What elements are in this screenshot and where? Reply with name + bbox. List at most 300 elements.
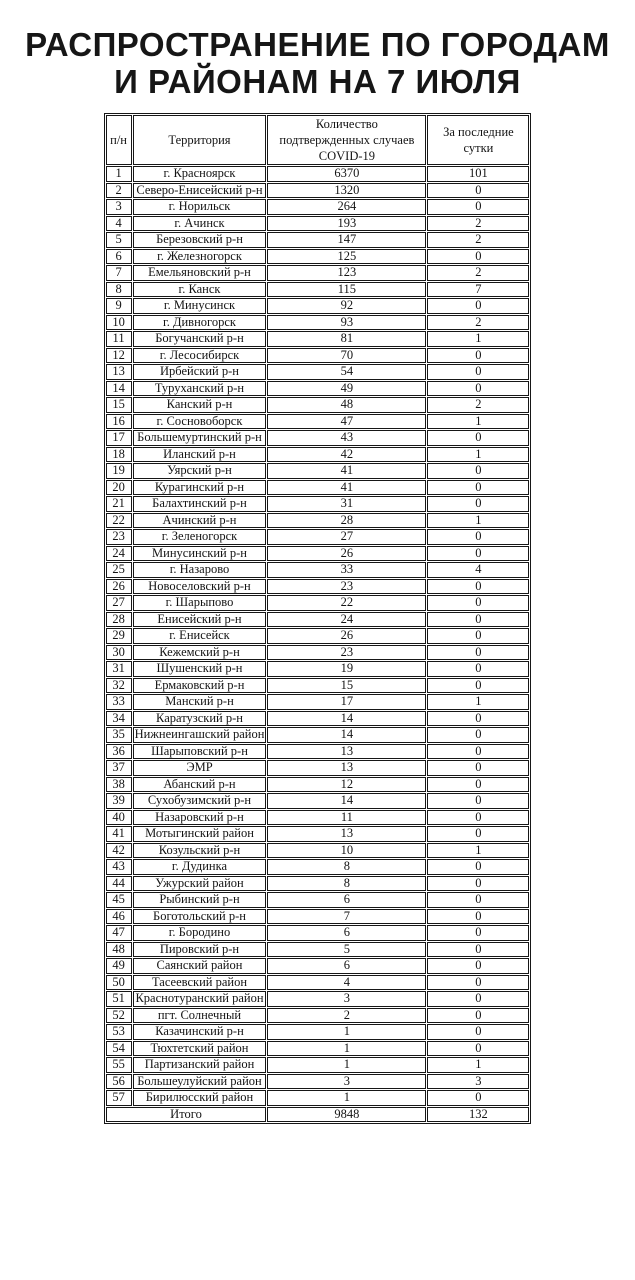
last-day-cell: 0 — [427, 1090, 529, 1106]
territory-cell: г. Минусинск — [133, 298, 267, 314]
last-day-cell: 0 — [427, 364, 529, 380]
territory-cell: Минусинский р-н — [133, 546, 267, 562]
cases-cell: 6 — [267, 892, 426, 908]
last-day-cell: 0 — [427, 892, 529, 908]
territory-cell: Манский р-н — [133, 694, 267, 710]
last-day-cell: 0 — [427, 975, 529, 991]
territory-cell: г. Лесосибирск — [133, 348, 267, 364]
table-row — [106, 744, 530, 760]
table-row — [106, 447, 530, 463]
cases-cell: 48 — [267, 397, 426, 413]
territory-cell: Березовский р-н — [133, 232, 267, 248]
cases-cell: 13 — [267, 760, 426, 776]
cases-cell: 1 — [267, 1041, 426, 1057]
row-number-cell: 32 — [106, 678, 132, 694]
table-row — [106, 859, 530, 875]
last-day-cell: 1 — [427, 1057, 529, 1073]
last-day-cell: 1 — [427, 414, 529, 430]
table-row — [106, 628, 530, 644]
table-row — [106, 678, 530, 694]
row-number-cell: 40 — [106, 810, 132, 826]
table-row — [106, 760, 530, 776]
last-day-cell: 1 — [427, 843, 529, 859]
table-body — [106, 166, 530, 1106]
cases-cell: 14 — [267, 793, 426, 809]
header-confirmed-cases: Количество подтвержденных случаев COVID-19 — [267, 115, 426, 165]
last-day-cell: 0 — [427, 958, 529, 974]
last-day-cell: 0 — [427, 777, 529, 793]
territory-cell: г. Дудинка — [133, 859, 267, 875]
territory-cell: Курагинский р-н — [133, 480, 267, 496]
table-row — [106, 166, 530, 182]
last-day-cell: 0 — [427, 348, 529, 364]
table-row — [106, 612, 530, 628]
cases-cell: 17 — [267, 694, 426, 710]
row-number-cell: 2 — [106, 183, 132, 199]
territory-cell: Северо-Енисейский р-н — [133, 183, 267, 199]
header-last-day: За последние сутки — [427, 115, 529, 165]
cases-cell: 115 — [267, 282, 426, 298]
cases-cell: 81 — [267, 331, 426, 347]
cases-cell: 5 — [267, 942, 426, 958]
territory-cell: г. Шарыпово — [133, 595, 267, 611]
table-row — [106, 876, 530, 892]
cases-cell: 41 — [267, 463, 426, 479]
table-header-row — [106, 115, 530, 165]
last-day-cell: 2 — [427, 216, 529, 232]
cases-cell: 10 — [267, 843, 426, 859]
row-number-cell: 17 — [106, 430, 132, 446]
cases-cell: 14 — [267, 711, 426, 727]
last-day-cell: 0 — [427, 678, 529, 694]
cases-cell: 8 — [267, 859, 426, 875]
row-number-cell: 9 — [106, 298, 132, 314]
row-number-cell: 12 — [106, 348, 132, 364]
last-day-cell: 0 — [427, 1024, 529, 1040]
last-day-cell: 0 — [427, 991, 529, 1007]
cases-cell: 6 — [267, 958, 426, 974]
territory-cell: Ужурский район — [133, 876, 267, 892]
last-day-cell: 1 — [427, 447, 529, 463]
last-day-cell: 0 — [427, 298, 529, 314]
cases-cell: 1 — [267, 1024, 426, 1040]
table-row — [106, 975, 530, 991]
table-row — [106, 562, 530, 578]
table-row — [106, 711, 530, 727]
last-day-cell: 1 — [427, 694, 529, 710]
territory-cell: Пировский р-н — [133, 942, 267, 958]
row-number-cell: 44 — [106, 876, 132, 892]
territory-cell: Богучанский р-н — [133, 331, 267, 347]
cases-cell: 1320 — [267, 183, 426, 199]
cases-cell: 31 — [267, 496, 426, 512]
row-number-cell: 43 — [106, 859, 132, 875]
row-number-cell: 14 — [106, 381, 132, 397]
territory-cell: Козульский р-н — [133, 843, 267, 859]
territory-cell: Мотыгинский район — [133, 826, 267, 842]
last-day-cell: 0 — [427, 529, 529, 545]
cases-cell: 1 — [267, 1090, 426, 1106]
table-row — [106, 216, 530, 232]
territory-cell: Бирилюсский район — [133, 1090, 267, 1106]
territory-cell: Ирбейский р-н — [133, 364, 267, 380]
row-number-cell: 57 — [106, 1090, 132, 1106]
cases-cell: 3 — [267, 1074, 426, 1090]
total-label-cell: Итого — [106, 1107, 267, 1123]
row-number-cell: 56 — [106, 1074, 132, 1090]
last-day-cell: 0 — [427, 249, 529, 265]
last-day-cell: 0 — [427, 925, 529, 941]
cases-cell: 4 — [267, 975, 426, 991]
last-day-cell: 0 — [427, 760, 529, 776]
row-number-cell: 18 — [106, 447, 132, 463]
last-day-cell: 0 — [427, 480, 529, 496]
table-row — [106, 199, 530, 215]
table-row — [106, 892, 530, 908]
table-row — [106, 727, 530, 743]
row-number-cell: 50 — [106, 975, 132, 991]
territory-cell: г. Назарово — [133, 562, 267, 578]
cases-cell: 43 — [267, 430, 426, 446]
row-number-cell: 24 — [106, 546, 132, 562]
last-day-cell: 0 — [427, 661, 529, 677]
territory-cell: Уярский р-н — [133, 463, 267, 479]
title-line-2: И РАЙОНАМ НА 7 ИЮЛЯ — [114, 63, 521, 100]
territory-cell: Казачинский р-н — [133, 1024, 267, 1040]
last-day-cell: 0 — [427, 909, 529, 925]
row-number-cell: 16 — [106, 414, 132, 430]
cases-cell: 54 — [267, 364, 426, 380]
cases-cell: 93 — [267, 315, 426, 331]
territory-cell: Шарыповский р-н — [133, 744, 267, 760]
total-last-day-cell: 132 — [427, 1107, 529, 1123]
last-day-cell: 0 — [427, 199, 529, 215]
cases-cell: 41 — [267, 480, 426, 496]
territory-cell: ЭМР — [133, 760, 267, 776]
territory-cell: пгт. Солнечный — [133, 1008, 267, 1024]
territory-cell: Иланский р-н — [133, 447, 267, 463]
table-row — [106, 1057, 530, 1073]
table-row — [106, 958, 530, 974]
cases-cell: 1 — [267, 1057, 426, 1073]
cases-cell: 23 — [267, 579, 426, 595]
table-row — [106, 298, 530, 314]
table-row — [106, 496, 530, 512]
cases-cell: 26 — [267, 546, 426, 562]
cases-cell: 125 — [267, 249, 426, 265]
territory-cell: Ермаковский р-н — [133, 678, 267, 694]
last-day-cell: 0 — [427, 876, 529, 892]
cases-cell: 6370 — [267, 166, 426, 182]
title-line-1: РАСПРОСТРАНЕНИЕ ПО ГОРОДАМ — [25, 26, 610, 63]
territory-cell: г. Железногорск — [133, 249, 267, 265]
territory-cell: Каратузский р-н — [133, 711, 267, 727]
row-number-cell: 39 — [106, 793, 132, 809]
row-number-cell: 8 — [106, 282, 132, 298]
last-day-cell: 3 — [427, 1074, 529, 1090]
row-number-cell: 23 — [106, 529, 132, 545]
territory-cell: Боготольский р-н — [133, 909, 267, 925]
row-number-cell: 5 — [106, 232, 132, 248]
row-number-cell: 34 — [106, 711, 132, 727]
row-number-cell: 35 — [106, 727, 132, 743]
page-title — [0, 0, 635, 100]
table-row — [106, 397, 530, 413]
territory-cell: Туруханский р-н — [133, 381, 267, 397]
cases-cell: 19 — [267, 661, 426, 677]
cases-cell: 12 — [267, 777, 426, 793]
last-day-cell: 2 — [427, 232, 529, 248]
territory-cell: г. Норильск — [133, 199, 267, 215]
last-day-cell: 0 — [427, 1041, 529, 1057]
last-day-cell: 0 — [427, 463, 529, 479]
table-footer — [106, 1107, 530, 1123]
row-number-cell: 1 — [106, 166, 132, 182]
last-day-cell: 0 — [427, 942, 529, 958]
table-row — [106, 1074, 530, 1090]
territory-cell: г. Енисейск — [133, 628, 267, 644]
table-row — [106, 1008, 530, 1024]
row-number-cell: 6 — [106, 249, 132, 265]
cases-cell: 14 — [267, 727, 426, 743]
territory-cell: Канский р-н — [133, 397, 267, 413]
row-number-cell: 33 — [106, 694, 132, 710]
last-day-cell: 4 — [427, 562, 529, 578]
row-number-cell: 7 — [106, 265, 132, 281]
row-number-cell: 29 — [106, 628, 132, 644]
table-row — [106, 414, 530, 430]
row-number-cell: 15 — [106, 397, 132, 413]
last-day-cell: 0 — [427, 183, 529, 199]
table-row — [106, 909, 530, 925]
cases-cell: 6 — [267, 925, 426, 941]
table-row — [106, 348, 530, 364]
territory-cell: Саянский район — [133, 958, 267, 974]
territory-cell: Балахтинский р-н — [133, 496, 267, 512]
cases-cell: 3 — [267, 991, 426, 1007]
cases-cell: 24 — [267, 612, 426, 628]
cases-cell: 147 — [267, 232, 426, 248]
cases-cell: 42 — [267, 447, 426, 463]
last-day-cell: 0 — [427, 579, 529, 595]
cases-cell: 22 — [267, 595, 426, 611]
table-row — [106, 232, 530, 248]
row-number-cell: 21 — [106, 496, 132, 512]
table-row — [106, 1090, 530, 1106]
table-row — [106, 942, 530, 958]
total-cases-cell: 9848 — [267, 1107, 426, 1123]
territory-cell: г. Зеленогорск — [133, 529, 267, 545]
cases-cell: 33 — [267, 562, 426, 578]
territory-cell: г. Канск — [133, 282, 267, 298]
row-number-cell: 4 — [106, 216, 132, 232]
last-day-cell: 0 — [427, 744, 529, 760]
row-number-cell: 13 — [106, 364, 132, 380]
row-number-cell: 3 — [106, 199, 132, 215]
last-day-cell: 0 — [427, 430, 529, 446]
territory-cell: Енисейский р-н — [133, 612, 267, 628]
table-row — [106, 463, 530, 479]
row-number-cell: 26 — [106, 579, 132, 595]
row-number-cell: 36 — [106, 744, 132, 760]
cases-cell: 13 — [267, 744, 426, 760]
cases-cell: 7 — [267, 909, 426, 925]
territory-cell: Абанский р-н — [133, 777, 267, 793]
row-number-cell: 51 — [106, 991, 132, 1007]
table-row — [106, 843, 530, 859]
row-number-cell: 31 — [106, 661, 132, 677]
cases-cell: 47 — [267, 414, 426, 430]
row-number-cell: 41 — [106, 826, 132, 842]
row-number-cell: 49 — [106, 958, 132, 974]
table-row — [106, 430, 530, 446]
table-row — [106, 645, 530, 661]
row-number-cell: 46 — [106, 909, 132, 925]
row-number-cell: 45 — [106, 892, 132, 908]
row-number-cell: 52 — [106, 1008, 132, 1024]
row-number-cell: 11 — [106, 331, 132, 347]
cases-cell: 92 — [267, 298, 426, 314]
table-row — [106, 925, 530, 941]
cases-cell: 2 — [267, 1008, 426, 1024]
table-row — [106, 331, 530, 347]
territory-cell: Ачинский р-н — [133, 513, 267, 529]
territory-cell: Большеулуйский район — [133, 1074, 267, 1090]
cases-cell: 13 — [267, 826, 426, 842]
table-header — [106, 115, 530, 165]
row-number-cell: 20 — [106, 480, 132, 496]
last-day-cell: 0 — [427, 595, 529, 611]
territory-cell: Емельяновский р-н — [133, 265, 267, 281]
territory-cell: г. Красноярск — [133, 166, 267, 182]
last-day-cell: 0 — [427, 727, 529, 743]
cases-cell: 123 — [267, 265, 426, 281]
table-row — [106, 364, 530, 380]
row-number-cell: 47 — [106, 925, 132, 941]
territory-cell: Новоселовский р-н — [133, 579, 267, 595]
header-row-number: п/н — [106, 115, 132, 165]
territory-cell: г. Сосновоборск — [133, 414, 267, 430]
territory-cell: Кежемский р-н — [133, 645, 267, 661]
territory-cell: Тюхтетский район — [133, 1041, 267, 1057]
territory-cell: Партизанский район — [133, 1057, 267, 1073]
row-number-cell: 48 — [106, 942, 132, 958]
last-day-cell: 2 — [427, 315, 529, 331]
row-number-cell: 37 — [106, 760, 132, 776]
cases-cell: 27 — [267, 529, 426, 545]
last-day-cell: 1 — [427, 331, 529, 347]
row-number-cell: 19 — [106, 463, 132, 479]
row-number-cell: 30 — [106, 645, 132, 661]
table-row — [106, 529, 530, 545]
table-row — [106, 777, 530, 793]
table-row — [106, 249, 530, 265]
cases-cell: 49 — [267, 381, 426, 397]
table-row — [106, 991, 530, 1007]
table-row — [106, 513, 530, 529]
last-day-cell: 0 — [427, 628, 529, 644]
table-row — [106, 1041, 530, 1057]
territory-cell: г. Ачинск — [133, 216, 267, 232]
table-row — [106, 579, 530, 595]
cases-cell: 23 — [267, 645, 426, 661]
table-row — [106, 661, 530, 677]
territory-cell: Рыбинский р-н — [133, 892, 267, 908]
cases-cell: 26 — [267, 628, 426, 644]
table-row — [106, 1024, 530, 1040]
cases-cell: 70 — [267, 348, 426, 364]
row-number-cell: 10 — [106, 315, 132, 331]
last-day-cell: 0 — [427, 826, 529, 842]
table-row — [106, 282, 530, 298]
last-day-cell: 0 — [427, 645, 529, 661]
territory-cell: Шушенский р-н — [133, 661, 267, 677]
last-day-cell: 101 — [427, 166, 529, 182]
row-number-cell: 28 — [106, 612, 132, 628]
territory-cell: Тасеевский район — [133, 975, 267, 991]
last-day-cell: 1 — [427, 513, 529, 529]
last-day-cell: 0 — [427, 612, 529, 628]
territory-cell: г. Бородино — [133, 925, 267, 941]
territory-cell: Краснотуранский район — [133, 991, 267, 1007]
total-row — [106, 1107, 530, 1123]
territory-cell: Нижнеингашский район — [134, 727, 265, 741]
row-number-cell: 54 — [106, 1041, 132, 1057]
header-territory: Территория — [133, 115, 267, 165]
last-day-cell: 2 — [427, 265, 529, 281]
table-row — [106, 694, 530, 710]
cases-cell: 193 — [267, 216, 426, 232]
table-row — [106, 595, 530, 611]
cases-cell: 264 — [267, 199, 426, 215]
cases-cell: 15 — [267, 678, 426, 694]
table-row — [106, 381, 530, 397]
table-row — [106, 480, 530, 496]
last-day-cell: 0 — [427, 711, 529, 727]
row-number-cell: 53 — [106, 1024, 132, 1040]
last-day-cell: 0 — [427, 810, 529, 826]
last-day-cell: 7 — [427, 282, 529, 298]
row-number-cell: 27 — [106, 595, 132, 611]
cases-cell: 8 — [267, 876, 426, 892]
table-row — [106, 810, 530, 826]
territory-cell: Большемуртинский р-н — [133, 430, 267, 446]
table-row — [106, 315, 530, 331]
covid-cases-table — [104, 113, 532, 1124]
last-day-cell: 0 — [427, 546, 529, 562]
territory-cell: Сухобузимский р-н — [133, 793, 267, 809]
territory-cell: г. Дивногорск — [133, 315, 267, 331]
row-number-cell: 55 — [106, 1057, 132, 1073]
row-number-cell: 42 — [106, 843, 132, 859]
territory-cell: Назаровский р-н — [133, 810, 267, 826]
last-day-cell: 0 — [427, 859, 529, 875]
cases-cell: 11 — [267, 810, 426, 826]
last-day-cell: 0 — [427, 496, 529, 512]
table-row — [106, 793, 530, 809]
table-row — [106, 265, 530, 281]
last-day-cell: 0 — [427, 381, 529, 397]
table-row — [106, 183, 530, 199]
row-number-cell: 38 — [106, 777, 132, 793]
last-day-cell: 0 — [427, 1008, 529, 1024]
table-row — [106, 826, 530, 842]
table-row — [106, 546, 530, 562]
last-day-cell: 0 — [427, 793, 529, 809]
row-number-cell: 22 — [106, 513, 132, 529]
cases-cell: 28 — [267, 513, 426, 529]
row-number-cell: 25 — [106, 562, 132, 578]
